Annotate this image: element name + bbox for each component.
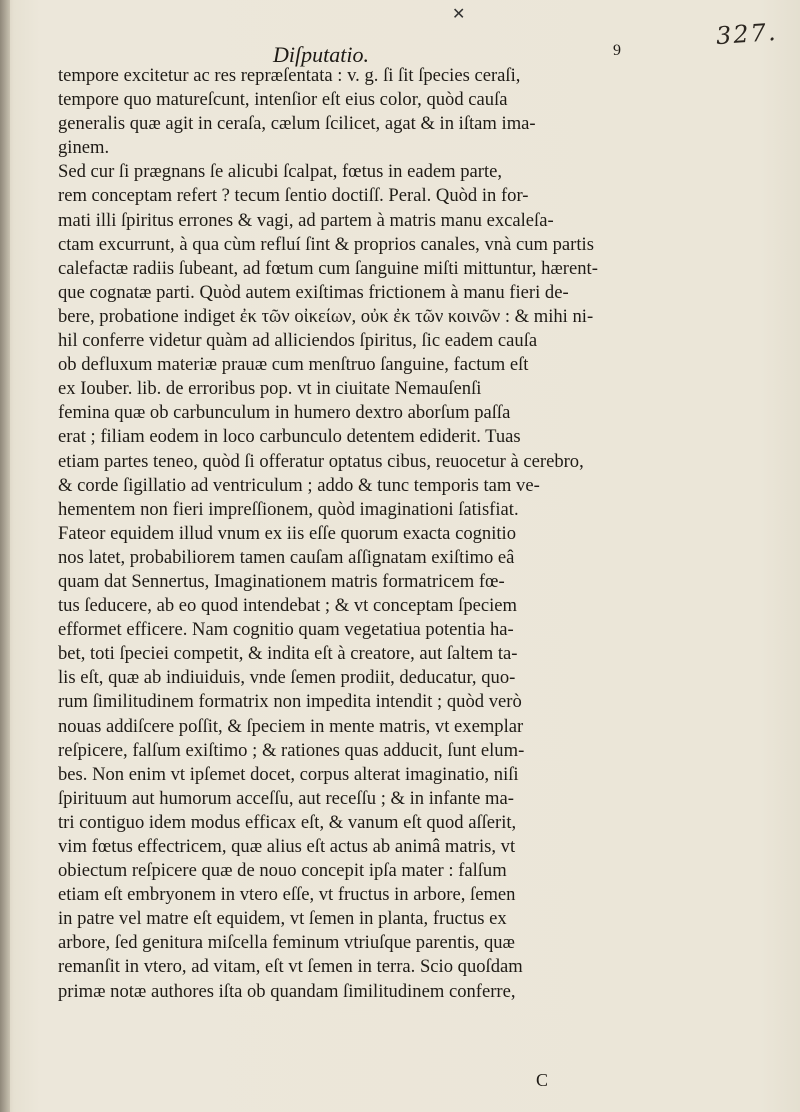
text-line: tempore quo matureſcunt, intenſior eſt eius color, quòd cauſa bbox=[58, 89, 508, 111]
text-line: reſpicere, falſum exiſtimo ; & rationes quas adducit, ſunt elum- bbox=[58, 739, 525, 761]
text-line: ob defluxum materiæ prauæ cum menſtruo ſanguine, factum eſt bbox=[58, 354, 529, 376]
text-line: etiam eſt embryonem in vtero eſſe, vt fructus in arbore, ſemen bbox=[58, 884, 516, 906]
text-line: Fateor equidem illud vnum ex iis eſſe quorum exacta cognitio bbox=[58, 522, 517, 544]
text-line: Sed cur ſi prægnans ſe alicubi ſcalpat, fœtus in eadem parte, bbox=[58, 161, 503, 183]
text-line: hil conferre videtur quàm ad alliciendos ſpiritus, ſic eadem cauſa bbox=[58, 330, 538, 352]
text-line: etiam partes teneo, quòd ſi offeratur optatus cibus, reuocetur à cerebro, bbox=[58, 450, 584, 472]
handwritten-folio-number: 327. bbox=[715, 17, 779, 51]
text-line: primæ notæ authores iſta ob quandam ſimilitudinem conferre, bbox=[58, 980, 516, 1002]
text-line: ex Iouber. lib. de erroribus pop. vt in ciuitate Nemauſenſi bbox=[58, 378, 482, 400]
text-line: ctam excurrunt, à qua cùm refluí ſint & proprios canales, vnà cum partis bbox=[58, 233, 594, 255]
text-line: & corde ſigillatio ad ventriculum ; addo & tunc temporis tam ve- bbox=[58, 474, 540, 496]
page-number: 9 bbox=[613, 42, 621, 59]
text-line: ginem. bbox=[58, 137, 110, 159]
text-line: quam dat Sennertus, Imaginationem matris formatricem fœ- bbox=[58, 570, 505, 592]
page-gutter bbox=[0, 0, 10, 1112]
text-line: erat ; filiam eodem in loco carbunculo detentem ediderit. Tuas bbox=[58, 426, 521, 448]
text-line: tempore excitetur ac res repræſentata : v. g. ſi ſit ſpecies ceraſi, bbox=[58, 65, 521, 86]
text-line: lis eſt, quæ ab indiuiduis, vnde ſemen prodiit, deducatur, quo- bbox=[58, 667, 516, 689]
text-line: efformet efficere. Nam cognitio quam vegetatiua potentia ha- bbox=[58, 619, 514, 641]
text-line: rem conceptam refert ? tecum ſentio doctiſſ. Peral. Quòd in for- bbox=[58, 185, 529, 207]
text-line: nos latet, probabiliorem tamen cauſam aſſignatam exiſtimo eâ bbox=[58, 546, 515, 568]
text-line: que cognatæ parti. Quòd autem exiſtimas frictionem à manu fieri de- bbox=[58, 281, 569, 303]
text-line: nouas addiſcere poſſit, & ſpeciem in mente matris, vt exemplar bbox=[58, 715, 524, 737]
text-line: bes. Non enim vt ipſemet docet, corpus alterat imaginatio, niſi bbox=[58, 763, 519, 785]
running-head: Diſputatio. bbox=[273, 42, 369, 67]
text-line: generalis quæ agit in ceraſa, cælum ſcilicet, agat & in iſtam ima- bbox=[58, 113, 536, 135]
text-line: vim fœtus effectricem, quæ alius eſt actus ab animâ matris, vt bbox=[58, 836, 516, 857]
text-line: ſpirituum aut humorum acceſſu, aut receſſu ; & in infante ma- bbox=[58, 787, 514, 809]
text-line: mati illi ſpiritus errones & vagi, ad partem à matris manu excaleſa- bbox=[58, 209, 554, 231]
text-line: bet, toti ſpeciei competit, & indita eſt à creatore, aut ſaltem ta- bbox=[58, 643, 518, 665]
text-line: obiectum reſpicere quæ de nouo concepit ipſa mater : falſum bbox=[58, 860, 507, 882]
catchword: C bbox=[536, 1070, 549, 1090]
text-line: femina quæ ob carbunculum in humero dextro aborſum paſſa bbox=[58, 402, 511, 424]
text-line: calefactæ radiis ſubeant, ad fœtum cum ſanguine miſti mittuntur, hærent- bbox=[58, 257, 598, 279]
text-line: tri contiguo idem modus efficax eſt, & vanum eſt quod aſſerit, bbox=[58, 811, 517, 833]
text-line: arbore, ſed genitura miſcella feminum vtriuſque parentis, quæ bbox=[58, 932, 515, 954]
page-header bbox=[58, 36, 628, 66]
text-line: hementem non fieri impreſſionem, quòd imaginationi ſatisfiat. bbox=[58, 498, 519, 520]
text-line: bere, probatione indiget ἐκ τῶν οἰκείων, οὐκ ἐκ τῶν κοινῶν : & mihi ni- bbox=[58, 305, 594, 327]
stitch-mark: ✕ bbox=[452, 4, 466, 23]
text-line: remanſit in vtero, ad vitam, eſt vt ſemen in terra. Scio quoſdam bbox=[58, 956, 523, 978]
text-line: rum ſimilitudinem formatrix non impedita intendit ; quòd verò bbox=[58, 691, 522, 713]
text-line: in patre vel matre eſt equidem, vt ſemen in planta, fructus ex bbox=[58, 908, 507, 930]
body-text bbox=[58, 64, 628, 1004]
text-line: tus ſeducere, ab eo quod intendebat ; & vt conceptam ſpeciem bbox=[58, 595, 517, 617]
